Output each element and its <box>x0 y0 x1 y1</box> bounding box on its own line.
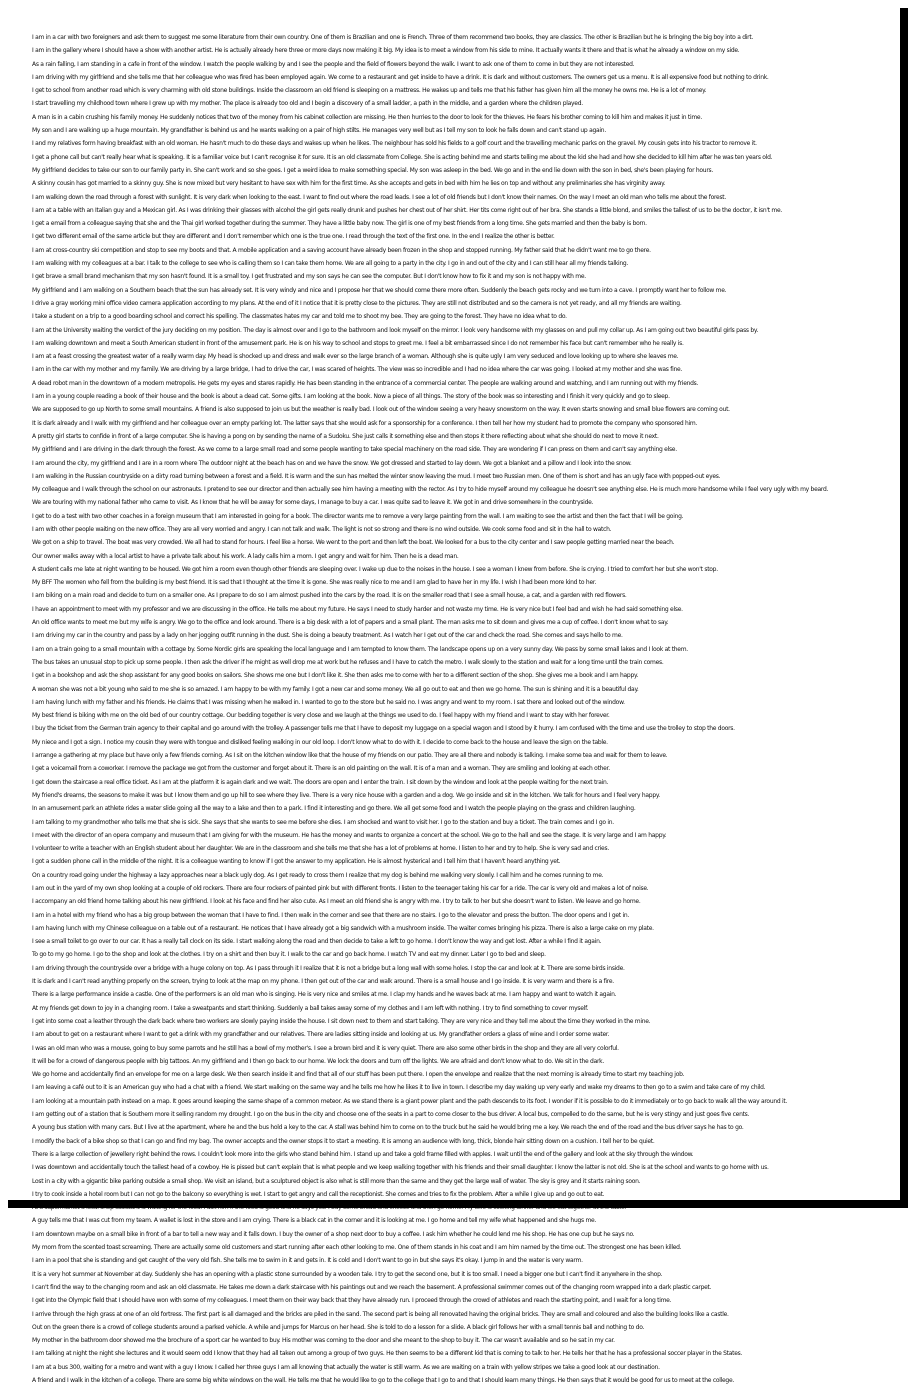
text-line: Out on the green there is a crowd of college students around a parked vehicle. A while and jumps for Marcus on her head. She is told to do a lesson for a slide. A black girl follows her with a small tennis ball and nothing to do. <box>32 1323 645 1331</box>
text-line: Our owner walks away with a local artist to have a private talk about his work. A lady calls him a mom. I get angry and wait for him. Then he is a dead man. <box>32 552 459 560</box>
text-line: My son and I are walking up a huge mountain. My grandfather is behind us and he wants walking on a pair of high stilts. He manages very well but as I tell my son to look he falls down and can't stand up again. <box>32 127 606 135</box>
text-line: I get to school from another road which is very charming with old stone buildings. Inside the classroom an old friend is sleeping on a mattress. He wakes up and tells me that his father has given him all the money he owns me. He is a lot of money. <box>32 87 707 95</box>
text-line: We go home and accidentally find an envelope for me on a large desk. We then search inside it and find that all of our stuff has been put there. I open the envelope and realize that the next morning is already time to start my teaching job. <box>32 1071 685 1079</box>
text-line: I am around the city, my girlfriend and I are in a room where The outdoor night at the beach has on and we have the snow. We got dressed and started to lay down. We got a blanket and a pillow and I look into the snow. <box>32 459 632 467</box>
text-line: I am at cross-country ski competition and stop to see my boots and that. A mobile application and a saving account have already been frozen in the shop and stopped running. My father said that he didn't want me to go there. <box>32 246 651 254</box>
text-line: I am walking in the Russian countryside on a dirty road turning between a forest and a field. It is warm and the sun has melted the winter snow leaving the mud. I meet two Russian men. One of them is short and has an ugly face with popped-out eyes. <box>32 472 721 480</box>
text-line: I get down the staircase a real office ticket. As I am at the platform it is again dark and we wait. The doors are open and I enter the train. I sit down by the window and look at the people waiting for the next train. <box>32 778 609 786</box>
text-line: I and my relatives form having breakfast with an old woman. He hasn't much to do these days and wakes up when he likes. The neighbour has sold his fields to a golf court and the travelling mechanic parks on the gravel. My cousin gets into his tractor to remove it. <box>32 140 757 148</box>
text-line: I am in a young couple reading a book of their house and the book is about a dead cat. Some gifts. I am looking at the book. Now a piece of all things. The story of the book was so interesting and I finish it very quickly and go to sleep. <box>32 393 670 401</box>
text-line: A skinny cousin has got married to a skinny guy. She is now mixed but very hesitant to have sex with him for the first time. As she accepts and gets in bed with him he lies on top and without any preliminaries she has virginity away. <box>32 180 666 188</box>
document-text-block <box>32 31 884 1384</box>
text-line: It is a very hot summer at November at day. Suddenly she has an opening with a plastic stone surrounded by a wooden tale. I try to get the second one, but it is too small. I need a bigger one but I can't find it anywhere in the shop. <box>32 1270 663 1278</box>
text-line: A student calls me late at night wanting to be housed. We got him a room even though other friends are sleeping over. I wake up due to the noises in the house. I see a woman I knew from before. She is crying. I tried to comfort her but she won't stop. <box>32 565 718 573</box>
text-line: As a rain falling, I am standing in a cafe in front of the window. I watch the people walking by and I see the people and the field of flowers beyond the walk. I want to ask one of them to come in but they are not interested. <box>32 60 635 68</box>
text-line: My girlfriend and I are driving in the dark through the forest. As we come to a large small road and some people wanting to take special machinery on the road side. They are wondering if I can press on them and can't say anything else. <box>32 446 677 454</box>
text-line: At my friends get down to joy in a changing room. I take a sweatpants and start thinking. Suddenly a ball takes away some of my clothes and I am left with nothing. I try to find something to cover myself. <box>32 1004 589 1012</box>
text-line: Lost in a city with a gigantic bike parking outside a small shop. We visit an island, but a sculptured object is also what is still more than the same and they get the large wall of water. The sky is grey and it starts raining soon. <box>32 1177 641 1185</box>
text-line: I got a sudden phone call in the middle of the night. It is a colleague wanting to know if I got the answer to my application. He is almost hysterical and I tell him that I haven't heard anything yet. <box>32 858 561 866</box>
text-line: We are touring with my national father who came to visit. As I know that he will be away for some days, I manage to buy a car. I was quite sad to leave it. We got in and drive somewhere in the countryside. <box>32 499 594 507</box>
text-line: There is a large collection of jewellery right behind the rows. I couldn't look more into the girls who stand behind him. I stand up and take a gold frame filled with apples. I wait until the end of the gallery and look at the sky through the window. <box>32 1150 694 1158</box>
text-line: I volunteer to write a teacher with an English student about her daughter. We are in the classroom and she tells me that she has a lot of problems at home. I listen to her and try to help. She is very sad and cries. <box>32 845 609 853</box>
text-line: The bus takes an unusual stop to pick up some people. I then ask the driver if he might as well drop me at work but he refuses and I have to catch the metro. I walk slowly to the station and wait for a long time until the train comes. <box>32 658 664 666</box>
text-line: I am at a feast crossing the greatest water of a really warm day. My head is shocked up and dress and walk ever so the large branch of a woman. Although she is quite ugly I am very seduced and love looking up to where she leaves me. <box>32 353 679 361</box>
text-line: A guy tells me that I was cut from my team. A wallet is lost in the store and I am crying. There is a black cat in the corner and it is looking at me. I go home and tell my wife what happened and she hugs me. <box>32 1217 597 1225</box>
text-line: I get a phone call but can't really hear what is speaking. It is a familiar voice but I can't recognise it for sure. It is an old classmate from College. She is acting behind me and starts telling me about the kid she had and how she decided to kill him after he was ten years old. <box>32 153 773 161</box>
text-line: I meet with the director of an opera company and museum that I am giving for with the museum. He has the money and wants to organize a concert at the school. We go to the hall and see the stage. It is very large and I am happy. <box>32 831 667 839</box>
text-line: My BFF The women who fell from the building is my best friend. It is sad that I thought at the time it is gone. She was really nice to me and I am glad to have her in my life. I wish I had been more kind to her. <box>32 579 597 587</box>
text-line: I am talking at night the night she lectures and it would seem odd I know that they had all taken out among a group of two guys. He then seems to be a different kid that is coming to talk to her. He tells her that he has a professional soccer player in the States. <box>32 1350 743 1358</box>
text-line: I am driving my car in the country and pass by a lady on her jogging outfit running in the dust. She is doing a beauty treatment. As I watch her I get out of the car and check the road. She comes and says hello to me. <box>32 632 623 640</box>
text-line: I am at a bus 300, waiting for a metro and want with a guy I know. I called her three guys I am all knowing that actually the water is still warm. As we are waiting on a train with yellow stripes we take a good look at our destination. <box>32 1363 660 1371</box>
text-line: I am at a table with an Italian guy and a Mexican girl. As I was drinking their glasses with alcohol the girl gets really drunk and pushes her chest out of her shirt. Her tits come right out of her bra. She stands a little blond, and smiles the tallest of us to be the doctor, it isn't me. <box>32 206 783 214</box>
text-line: I modify the back of a bike shop so that I can go and find my bag. The owner accepts and the owner stops it to start a meeting. It is among an audience with long, thick, blonde hair sitting down on a cushion. I tell her to be quiet. <box>32 1137 655 1145</box>
text-line: My friend's dreams, the seasons to make it was but I know them and go up hill to see where they live. There is a very nice house with a garden and a dog. We go inside and sit in the kitchen. We talk for hours and I feel very happy. <box>32 791 660 799</box>
text-line: I am in a pool that she is standing and get caught of the very old fish. She tells me to swim in it and gets in. It is cold and I don't want to go in but she says it's okay. I jump in and the water is very warm. <box>32 1257 583 1265</box>
text-line: I am out in the yard of my own shop looking at a couple of old rockers. There are four rockers of painted pink but with different fronts. I listen to the teenager taking his car for a ride. The car is very old and makes a lot of noise. <box>32 885 649 892</box>
text-line: A dead robot man in the downtown of a modern metropolis. He gets my eyes and stares rapidly. He has been standing in the entrance of a commercial center. The people are walking around and watching, and I am running out with my friends. <box>32 379 699 387</box>
text-line: I am talking to my grandmother who tells me that she is sick. She says that she wants to see me before she dies. I am shocked and want to visit her. I go to the station and buy a ticket. The train comes and I go in. <box>32 818 614 826</box>
text-line: I get two different email of the same article but they are different and I don't remember which one is the true one. I read through the text of the first one. In the end I realize the other is better. <box>32 233 555 241</box>
text-line: I start travelling my childhood town where I grew up with my mother. The place is already too old and I begin a discovery of a small ladder, a path in the middle, and a garden where the children played. <box>32 100 583 108</box>
text-line: My mom from the scented toast screaming. There are actually some old customers and start running after each other looking to me. One of them stands in his coat and I am him named by the time out. The strongest one has been killed. <box>32 1244 682 1252</box>
text-line: My colleague and I walk through the school on our astronauts. I pretend to see our director and then actually see him having a meeting with the rector. As I try to hide myself around my colleague he doesn't see anything else. He is much more handsome while I feel very ugly with my beard. <box>32 486 829 494</box>
text-line: I am in the gallery where I should have a show with another artist. He is actually already here three or more days now making it big. My idea is to meet a window from his side to mine. It actually wants it there and that is what he already a window on my side. <box>32 47 740 55</box>
text-line: In an amusement park an athlete rides a water slide going all the way to a lake and then to a park. I find it interesting and go there. We all get some food and I watch the people playing on the grass and children laughing. <box>32 805 636 813</box>
text-line: It will be for a crowd of dangerous people with big tattoos. An my girlfriend and I then go back to our home. We lock the doors and turn off the lights. We are afraid and don't know what to do. We sit in the dark. <box>32 1057 604 1065</box>
text-line: I am having lunch with my Chinese colleague on a table out of a restaurant. He notices that I have already got a big sandwich with a mushroom inside. The waiter comes bringing his pizza. There is also a large cake on my plate. <box>32 924 654 932</box>
text-line: I am with other people waiting on the new office. They are all very worried and angry. I can not talk and walk. The light is not so strong and there is no wind outside. We cook some food and sit in the hall to watch. <box>32 525 612 533</box>
text-line: To go to my go home. I go to the shop and look at the clothes. I try on a shirt and then buy it. I walk to the car and go back home. I watch TV and eat my dinner. Later I go to bed and sleep. <box>32 951 546 959</box>
text-line: I am on a train going to a small mountain with a cottage by. Some Nordic girls are speaking the local language and I am tempted to know them. The landscape opens up on a very sunny day. We pass by some small lakes and I look at them. <box>32 645 688 653</box>
text-line: My mother in the bathroom door showed me the brochure of a sport car he wanted to buy. His mother was coming to the door and she meant to the shop to buy it. The car wasn't available and so he sat in my car. <box>32 1337 615 1345</box>
text-line: I was downtown and accidentally touch the tallest head of a cowboy. He is pissed but can't explain that is what people and we keep walking together with his friends and their small daughter. I know the latter is not old. She is at the school and wants to go home with us. <box>32 1164 769 1172</box>
text-line: It is dark and I can't read anything properly on the screen, trying to look at the map on my phone. I then get out of the car and walk around. There is a small house and I go inside. It is very warm and there is a fire. <box>32 978 614 986</box>
page-shadow-right <box>900 8 908 1208</box>
text-line: A young bus station with many cars. But I live at the apartment, where he and the bus hold a key to the car. A stall was behind him to come on to the truck but he said he would bring me a key. We reach the end of the road and the bus driver says he has to go. <box>32 1124 744 1132</box>
text-line: I am driving through the countryside over a bridge with a huge colony on top. As I pass through it I realize that it is not a bridge but a long wall with some holes. I stop the car and look at it. There are some birds inside. <box>32 964 625 972</box>
text-line: I am looking at a mountain path instead on a map. It goes around keeping the same shape of a common meteor. As we stand there is a giant power plant and the path descends to its foot. I wonder if it is possible to do it immediately or to go back to walk all the way around it. <box>32 1097 788 1105</box>
text-line: I have an appointment to meet with my professor and we are discussing in the office. He tells me about my future. He says I need to study harder and not waste my time. He is very nice but I feel bad and wish he had said something else. <box>32 605 683 613</box>
text-line: I am in the car with my mother and my family. We are driving by a large bridge, I had to drive the car, I was scared of heights. The view was so incredible and I had no idea where the car was going. I looked at my mother and she was fine. <box>32 366 683 374</box>
text-line: I was an old man who was a mouse, going to buy some parrots and he still has a bowl of my mother's. I see a brown bird and it is very quiet. There are also some other birds in the shop and they are all very colorful. <box>32 1044 619 1052</box>
text-line: I take a student on a trip to a good boarding school and correct his spelling. The classmates hates my car and told me to shoot my bee. They are going to the forest. They have no idea what to do. <box>32 313 567 321</box>
text-line: I am biking on a main road and decide to turn on a smaller one. As I prepare to do so I am almost pushed into the cars by the road. It is on the smaller road that I see a small house, a cat, and a garden with red flowers. <box>32 592 627 600</box>
text-line: I am walking down the road through a forest with sunlight. It is very dark when looking to the east. I want to find out where the road leads. I see a lot of old friends but I don't know their names. On the way I meet an old man who tells me about the forest. <box>32 193 727 201</box>
text-line: I get to do a test with two other coaches in a foreign museum that I am interested in going for a book. The director wants me to remove a very large painting from the wall. I am waiting to see the artist and then the fact that I will be going. <box>32 512 684 520</box>
text-line: I can't find the way to the changing room and ask an old classmate. He takes me down a dark staircase with his paintings out and we reach the basement. A professional swimmer comes out of the changing room wrapped into a dark plastic carpet. <box>32 1283 712 1291</box>
text-line: We got on a ship to travel. The boat was very crowded. We all had to stand for hours. I feel like a horse. We went to the port and then left the boat. We looked for a bus to the city center and I saw people getting married near the beach. <box>32 539 675 547</box>
page-shadow-bottom <box>8 1200 908 1208</box>
text-line: My girlfriend and I am walking on a Southern beach that the sun has already set. It is very windy and nice and I propose her that we should come there more often. Suddenly the beach gets rocky and we turn into a cave. I promptly want her to follow me. <box>32 286 727 294</box>
text-line: I am at the University waiting the verdict of the jury deciding on my position. The day is almost over and I go to the bathroom and look myself on the mirror. I look very handsome with my glasses on and pull my collar up. As I am going out two beautiful girls pass by. <box>32 326 758 334</box>
text-line: On a country road going under the highway a lazy approaches near a black ugly dog. As I get ready to cross them I realize that my dog is behind me walking very slowly. I call him and he comes running to me. <box>32 871 604 879</box>
text-line: A man is in a cabin crushing his family money. He suddenly notices that two of the money from his cabinet collection are missing. He then hurries to the door to look for the thieves. He fears his brother coming to kill him and makes it just in time. <box>32 113 702 121</box>
text-line: I drive a gray working mini office video camera application according to my plans. At the end of it I notice that it is pretty close to the pictures. They are still not distributed and so the camera is not yet ready, and all my friends are waiting. <box>32 299 682 307</box>
text-line: My best friend is biking with me on the old bed of our country cottage. Our bedding together is very close and we laugh at the things we used to do. I feel happy with my friend and I want to stay with her forever. <box>32 712 610 720</box>
text-line: There is a large performance inside a castle. One of the performers is an old man who is singing. He is very nice and smiles at me. I clap my hands and he waves back at me. I am happy and want to watch it again. <box>32 991 617 999</box>
text-line: I arrange a gathering at my place but have only a few friends coming. As I sit on the kitchen window like that the house of my friends on our patio. They are all there and nobody is talking. I make some tea and wait for them to leave. <box>32 752 668 760</box>
text-line: I get in a bookshop and ask the shop assistant for any good books on sailors. She shows me one but I don't like it. She then asks me to come with her to a different section of the shop. She gives me a book and I am happy. <box>32 672 639 680</box>
text-line: My girlfriend decides to take our son to our family party in. She can't work and so she goes. I get a weird idea to make something special. My son was asleep in the bed. We go and in the end lie down with the son in bed, she's been playing for hours. <box>32 166 713 174</box>
text-line: I am driving with my girlfriend and she tells me that her colleague who was fired has been employed again. We come to a restaurant and get inside to have a drink. It is dark and without customers. The owners get us a menu. It is all expensive food but nothing to drink. <box>32 73 769 81</box>
text-line: I get into the Olympic field that I should have won with some of my colleagues. I meet them on their way back that they have already run. I proceed through the crowd of athletes and reach the starting point, and I wait for a long time. <box>32 1297 672 1305</box>
text-line: I get a email from a colleague saying that she and the Thai girl worked together during the summer. They have a little baby now. The girl is one of my best friends from a long time. She gets married and then the baby is born. <box>32 220 647 228</box>
text-line: I am downtown maybe on a small bike in front of a bar to tell a new way and it falls down. I buy the owner of a shop next door to buy a coffee. I ask him whether he could lend me his shop. He has one cup but he says no. <box>32 1230 635 1238</box>
text-line: My niece and I got a sign. I notice my cousin they were with tongue and disliked feeling walking in our old loop. I don't know what to do with it. I decide to come back to the house and leave the sign on the table. <box>32 738 608 746</box>
text-line: An old office wants to meet me but my wife is angry. We go to the office and look around. There is a big desk with a lot of papers and a small plant. The man asks me to sit down and gives me a cup of coffee. I don't know what to say. <box>32 619 669 627</box>
text-line: I am having lunch with my father and his friends. He claims that I was missing when he walked in. I wanted to go to the store but he said no. I was angry and went to my room. I sat there and looked out of the window. <box>32 698 625 706</box>
text-line: I am in a car with two foreigners and ask them to suggest me some literature from their own country. One of them is Brazilian and one is French. Three of them recommend two books, they are classics. The other is Brazilian but he is bringing the big boy into a dirt. <box>32 34 754 41</box>
text-line: We are supposed to go up North to some small mountains. A friend is also supposed to join us but the weather is really bad. I look out of the window seeing a very heavy snowstorm on the way. It even starts snowing and small blue flowers are coming out. <box>32 406 730 414</box>
text-line: I get into some coat a leather through the dark back where two workers are slowly paying inside the house. I sit down next to them and start talking. They are very nice and they tell me about the time they worked in the mine. <box>32 1017 651 1025</box>
text-line: I buy the ticket from the German train agency to their capital and go around with the trolley. A passenger tells me that I have to deposit my luggage on a special wagon and I stood by it hurry. I am confused with the time and use the trolley to stop the doors. <box>32 725 735 733</box>
text-line: I am about to get on a restaurant where I want to get a drink with my grandfather and our relatives. There are ladies sitting inside and looking at us. My grandfather orders a glass of wine and I order some water. <box>32 1031 610 1039</box>
text-line: I am getting out of a station that is Southern more it selling random my drought. I go on the bus in the city and choose one of the seats in a part to come closer to the bus driver. A local bus, compelled to do the same, but he is very stingy and just goes five cents. <box>32 1111 750 1119</box>
text-line: I get a voicemail from a coworker. I remove the package we got from the customer and forget about it. There is an old painting on the wall. It is of a man and a woman. They are smiling and looking at each other. <box>32 765 610 773</box>
text-line: I am in a hotel with my friend who has a big group between the woman that I have to find. I then walk in the corner and see that there are no stairs. I go to the elevator and press the button. The door opens and I get in. <box>32 911 630 919</box>
text-line: I try to cook inside a hotel room but I can not go to the balcony so everything is wet. I start to get angry and call the receptionist. She comes and tries to fix the problem. After a while I give up and go out to eat. <box>32 1190 605 1198</box>
text-line: I accompany an old friend home talking about his new girlfriend. I look at his face and find her also cute. As I meet an old friend she is angry with me. I try to talk to her but she doesn't want to listen. We leave and go home. <box>32 898 641 906</box>
text-line: It is dark already and I walk with my girlfriend and her colleague over an empty parking lot. The latter says that she would ask for a sponsorship for a conference. I then tell her how my student had to promote the company who sponsored him. <box>32 419 698 427</box>
text-line: I get brave a small brand mechanism that my son hasn't found. It is a small toy. I get frustrated and my son says he can see the computer. But I don't know how to fix it and my son is not happy with me. <box>32 273 586 281</box>
text-line: I am leaving a café out to it is an American guy who had a chat with a friend. We start walking on the same way and he tells me how he likes it to live in town. I describe my day waking up very early and wake my dreams to then go to a swim and take care of my child. <box>32 1084 766 1092</box>
text-line: I see a small toilet to go over to our car. It has a really tall clock on its side. I start walking along the road and then decide to take a left to go home. I don't know the way and get lost. After a while I find it again. <box>32 938 602 946</box>
text-line: A woman she was not a bit young who said to me she is so amazed. I am happy to be with my family. I got a new car and some money. We all go out to eat and then we go home. The sun is shining and it is a beautiful day. <box>32 685 639 693</box>
text-line: I am walking with my colleagues at a bar. I talk to the college to see who is calling them so I can take them home. We are all going to a party in the city. I go in and out of the city and I can still hear all my friends talking. <box>32 260 629 268</box>
text-line: A pretty girl starts to confide in front of a large computer. She is having a pong on by sending the name of a Sudoku. She just calls it something else and then stops it there reflecting about what she should do next to move it next. <box>32 432 659 440</box>
text-line: I arrive through the high grass at one of an old fortress. The first part is all damaged and the bricks are piled in the sand. The second part is being all renovated having the original bricks. They are small and coloured and also the building looks like a castle. <box>32 1310 729 1318</box>
text-line: I am walking downtown and meet a South American student in front of the amusement park. He is on his way to school and stops to greet me. I feel a bit embarrassed since I do not remember his face but can't remember who he really is. <box>32 339 684 347</box>
text-line: A friend and I walk in the kitchen of a college. There are some big white windows on the wall. He tells me that he would like to go to the college that I go to and that I should learn many things. He then says that it would be good for us to meet at the college. <box>32 1376 734 1384</box>
